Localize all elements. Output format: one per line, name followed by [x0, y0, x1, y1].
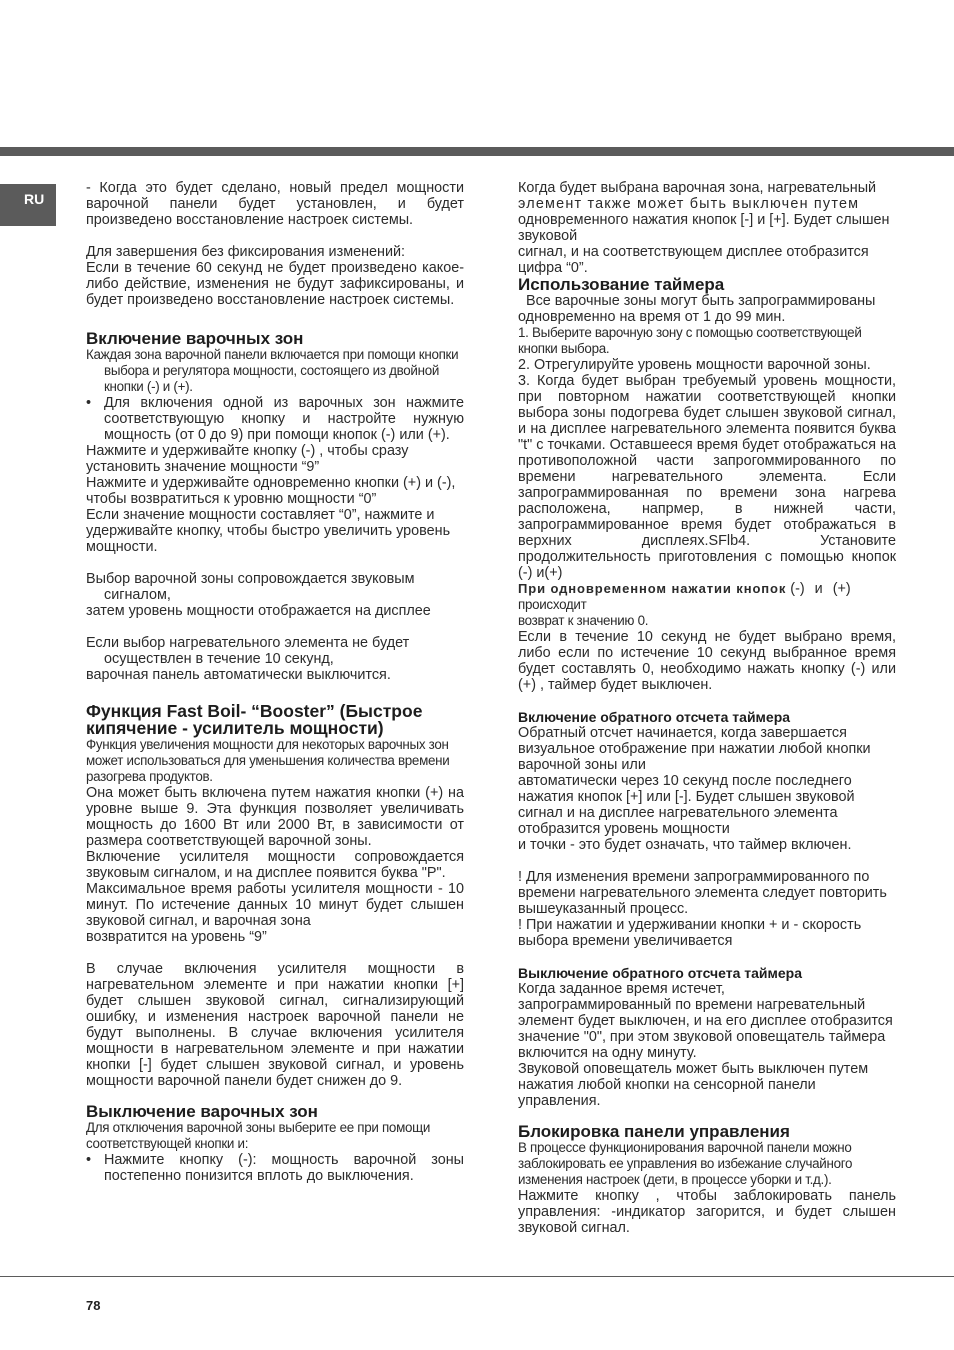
- footer-rule: [0, 1276, 954, 1277]
- paragraph: затем уровень мощности отображается на дисплее: [86, 603, 431, 619]
- language-label: RU: [24, 191, 45, 207]
- paragraph: В случае включения усилителя мощности в нагревательном элементе и при нажатии кнопки [+] будет слышен звуковой сигнал, сигнализирующий ошибку, и изменения настроек варочной панели не будут выполнены. В случае включения усилителя мощности в нагревательном элементе и при нажатии кнопки [-] будет слышен звуковой сигнал, и уровень мощности варочной панели будет снижен до 9.: [86, 961, 464, 1089]
- paragraph: ! Для изменения времени запрограммированного по времени нагревательного элемента следует повторить вышеуказанный процесс.: [518, 869, 887, 917]
- paragraph: - Когда это будет сделано, новый предел мощности варочной панели будет установлен, и будет произведено восстановление настроек системы.: [86, 180, 464, 228]
- paragraph: Максимальное время работы усилителя мощности - 10 минут. По истечение данных 10 минут будет слышен звуковой сигнал, и варочная зона: [86, 881, 464, 929]
- paragraph: Включение усилителя мощности сопровождается звуковым сигналом, и на дисплее появится буква "P".: [86, 849, 464, 881]
- paragraph: Нажмите и удерживайте кнопку (-) , чтобы сразу установить значение мощности “9”: [86, 443, 409, 475]
- inline-text: (-) и (+): [790, 581, 851, 597]
- paragraph: возвратится на уровень “9”: [86, 929, 267, 945]
- paragraph: 2. Отрегулируйте уровень мощности варочной зоны.: [518, 357, 871, 373]
- header-bar: [0, 147, 954, 156]
- paragraph: Звуковой оповещатель может быть выключен путем нажатия любой кнопки на сенсорной панели управления.: [518, 1061, 869, 1109]
- paragraph: Нажмите кнопку , чтобы заблокировать панель управления: -индикатор загорится, и будет слышен звуковой сигнал.: [518, 1188, 896, 1236]
- paragraph: Каждая зона варочной панели включается при помощи кнопки выбора и регулятора мощности, состоящего из двойной кнопки (-) и (+).: [86, 347, 459, 394]
- paragraph: варочная панель автоматически выключится.: [86, 667, 391, 683]
- paragraph: 3. Когда будет выбран требуемый уровень мощности, при повторном нажатии соответствующей кнопки выбора зоны подогрева будет слышен звуковой сигнал, и на дисплее нагревательного элемента появится буква "t" с точками. Оставшееся время будет отображаться на противоположной части запрогоммированного по времени нагревательного элемента. Если запрограммированная по времени зона нагрева расположена, напрмер, в нижней части, запрограммированное время будет отображаться в верхних дисплеях.SFlb4. Установите продолжительность приготовления с помощью кнопок (-) и(+): [518, 373, 896, 581]
- subsection-heading: Включение обратного отсчета таймера: [518, 709, 791, 725]
- section-heading: Функция Fast Boil- “Booster” (Быстрое кипячение - усилитель мощности): [86, 701, 423, 738]
- paragraph: Для завершения без фиксирования изменений:: [86, 244, 406, 260]
- paragraph: В процессе функционирования варочной панели можно заблокировать ее управления во избежание случайного изменения настроек (дети, в процессе уборки и т.д.).: [518, 1140, 853, 1187]
- paragraph: элемент также может быть выключен путем: [518, 196, 860, 212]
- paragraph: одновременного нажатия кнопок [-] и [+]. Будет слышен звуковой: [518, 212, 890, 244]
- language-tab: [0, 184, 56, 226]
- paragraph: Если выбор нагревательного элемента не будет осуществлен в течение 10 секунд,: [86, 635, 410, 667]
- paragraph: Обратный отсчет начинается, когда завершается визуальное отображение при нажатии любой кнопки варочной зоны или: [518, 725, 871, 773]
- paragraph: Когда будет выбрана варочная зона, нагревательный: [518, 180, 877, 196]
- paragraph: запрограммированный по времени нагревательный элемент будет выключен, и на его дисплее отобразится значение "0", при этом звуковой оповещатель таймера включится на одну минуту.: [518, 997, 893, 1061]
- paragraph: возврат к значению 0.: [518, 613, 649, 628]
- section-heading: Выключение варочных зон: [86, 1102, 318, 1121]
- paragraph: 1. Выберите варочную зону с помощью соответствующей кнопки выбора.: [518, 325, 862, 356]
- section-heading: Включение варочных зон: [86, 329, 304, 348]
- paragraph: Функция увеличения мощности для некоторых варочных зон может использоваться для уменьшения количества времени разогрева продуктов.: [86, 737, 450, 784]
- inline-bold-text: При одновременном нажатии кнопок: [518, 581, 787, 596]
- paragraph: Нажмите и удерживайте одновременно кнопки (+) и (-), чтобы возвратиться к уровню мощности “0”: [86, 475, 456, 507]
- paragraph: сигнал, и на соответствующем дисплее отобразится цифра “0”.: [518, 244, 869, 276]
- paragraph: Если значение мощности составляет “0”, нажмите и удерживайте кнопку, чтобы быстро увеличить уровень мощности.: [86, 507, 451, 555]
- page-number: 78: [86, 1298, 101, 1313]
- paragraph: и точки - это будет означать, что таймер включен.: [518, 837, 852, 853]
- paragraph: Когда заданное время истечет,: [518, 981, 725, 997]
- left-column: [86, 180, 464, 1184]
- section-heading: Использование таймера: [518, 275, 725, 294]
- section-heading: Блокировка панели управления: [518, 1122, 790, 1141]
- paragraph: автоматически через 10 секунд после последнего нажатия кнопок [+] или [-]. Будет слышен звуковой сигнал и на дисплее нагревательного элемента отобразится уровень мощности: [518, 773, 855, 837]
- paragraph: Для отключения варочной зоны выберите ее при помощи соответствующей кнопки и:: [86, 1120, 431, 1151]
- paragraph: Если в течение 10 секунд не будет выбрано время, либо если по истечение 10 секунд выбранное время будет составлять 0, необходимо нажать кнопку (-) или (+) , таймер будет выключен.: [518, 629, 896, 693]
- paragraph: Все варочные зоны могут быть запрограммированы одновременно на время от 1 до 99 мин.: [518, 293, 876, 325]
- right-column: [518, 180, 896, 1236]
- subsection-heading: Выключение обратного отсчета таймера: [518, 965, 802, 981]
- paragraph: Если в течение 60 секунд не будет произведено какое-либо действие, изменения не будут зафиксированы, и будет произведено восстановление настроек системы.: [86, 260, 464, 308]
- paragraph: происходит: [518, 597, 587, 612]
- paragraph: Она может быть включена путем нажатия кнопки (+) на уровне выше 9. Эта функция позволяет увеличивать мощность до 1600 Вт или 2000 Вт, в зависимости от размера соответствующей варочной зоны.: [86, 785, 464, 849]
- bullet-item: • Для включения одной из варочных зон нажмите соответствующую кнопку и настройте нужную мощность (от 0 до 9) при помощи кнопок (-) или (+).: [86, 395, 464, 443]
- paragraph: ! При нажатии и удерживании кнопки + и - скорость выбора времени увеличивается: [518, 917, 862, 949]
- paragraph: Выбор варочной зоны сопровождается звуковым сигналом,: [86, 571, 415, 603]
- bullet-item: • Нажмите кнопку (-): мощность варочной зоны постепенно понизится вплоть до выключения.: [86, 1152, 464, 1184]
